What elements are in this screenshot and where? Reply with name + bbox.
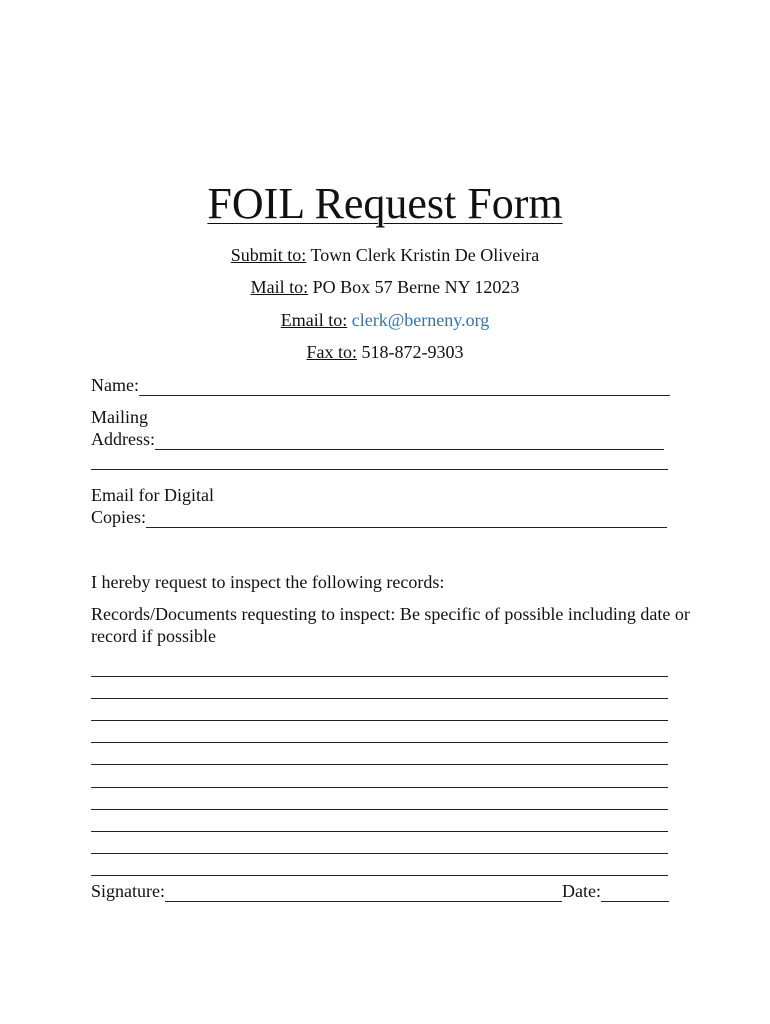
date-label: Date: bbox=[562, 881, 601, 901]
email-to-line bbox=[0, 309, 770, 331]
signature-field[interactable] bbox=[165, 883, 562, 902]
email-to-label: Email to: bbox=[280, 310, 348, 330]
mailing-label-line-1: Mailing bbox=[91, 407, 148, 427]
digital-email-label-line-1: Email for Digital bbox=[91, 485, 214, 505]
fax-to-value: 518-872-9303 bbox=[361, 342, 464, 362]
fax-to-line bbox=[0, 341, 770, 363]
records-instruction: Records/Documents requesting to inspect: Be specific of possible including date or record if possible bbox=[91, 604, 690, 646]
records-line[interactable] bbox=[91, 676, 668, 677]
mail-to-label: Mail to: bbox=[250, 277, 309, 297]
records-line[interactable] bbox=[91, 764, 668, 765]
fax-to-label: Fax to: bbox=[306, 342, 357, 362]
digital-email-field[interactable] bbox=[146, 509, 667, 528]
mailing-address-label: Address: bbox=[91, 429, 155, 449]
digital-email-row bbox=[91, 506, 667, 528]
request-statement: I hereby request to inspect the following records: bbox=[91, 572, 445, 592]
records-line[interactable] bbox=[91, 742, 668, 743]
signature-date-row bbox=[91, 880, 669, 902]
mail-to-value: PO Box 57 Berne NY 12023 bbox=[308, 277, 520, 297]
form-title bbox=[0, 176, 770, 232]
submit-to-label: Submit to: bbox=[230, 245, 307, 265]
mailing-address-field[interactable] bbox=[155, 431, 664, 450]
name-label: Name: bbox=[91, 375, 139, 395]
records-line[interactable] bbox=[91, 809, 668, 810]
signature-label: Signature: bbox=[91, 881, 165, 901]
mailing-address-field-line-2[interactable] bbox=[91, 469, 668, 470]
records-line[interactable] bbox=[91, 831, 668, 832]
mail-to-line bbox=[0, 276, 770, 298]
email-link[interactable]: clerk@berneny.org bbox=[351, 310, 490, 330]
records-line[interactable] bbox=[91, 853, 668, 854]
records-line[interactable] bbox=[91, 720, 668, 721]
submit-to-line bbox=[0, 244, 770, 266]
submit-to-value: Town Clerk Kristin De Oliveira bbox=[306, 245, 540, 265]
form-title-text: FOIL Request Form bbox=[207, 179, 563, 228]
records-line[interactable] bbox=[91, 875, 668, 876]
digital-email-label: Copies: bbox=[91, 507, 147, 527]
date-field[interactable] bbox=[601, 883, 669, 902]
records-line[interactable] bbox=[91, 698, 668, 699]
mailing-address-row bbox=[91, 428, 664, 450]
name-field-row bbox=[91, 374, 670, 396]
name-field[interactable] bbox=[139, 377, 670, 396]
records-line[interactable] bbox=[91, 787, 668, 788]
